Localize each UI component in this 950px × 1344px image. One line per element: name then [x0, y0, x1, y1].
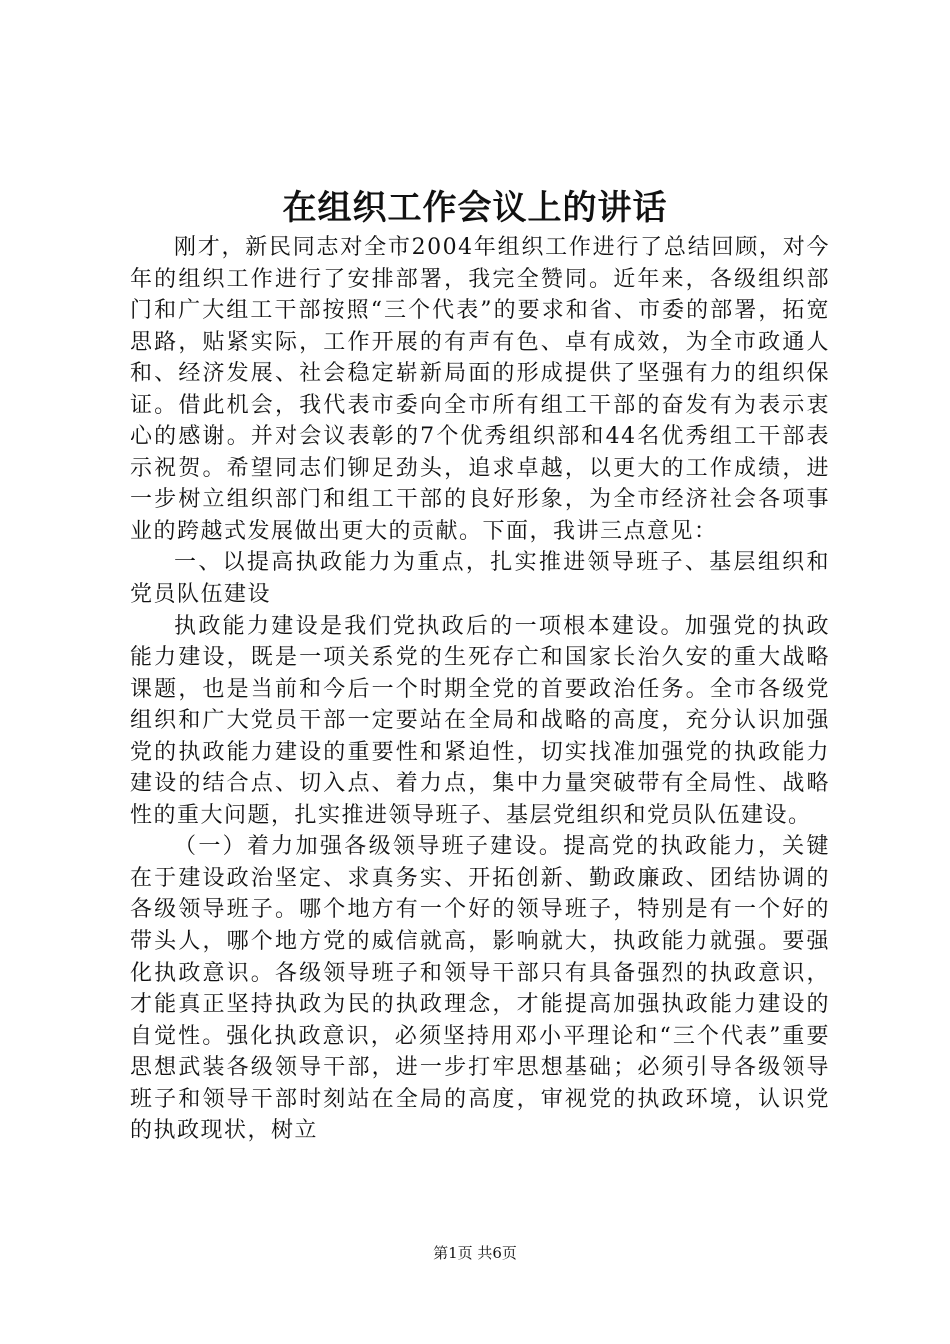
document-title: 在组织工作会议上的讲话 [282, 188, 668, 228]
section-heading-one: 一、以提高执政能力为重点，扎实推进领导班子、基层组织和党员队伍建设 [130, 550, 830, 608]
paragraph-leadership-teams: （一）着力加强各级领导班子建设。提高党的执政能力，关键在于建设政治坚定、求真务实、开拓创新、勤政廉政、团结协调的各级领导班子。哪个地方有一个好的领导班子，特别是有一个好的带头人，哪个地方党的威信就高，影响就大，执政能力就强。要强化执政意识。各级领导班子和领导干部只有具备强烈的执政意识，才能真正坚持执政为民的执政理念，才能提高加强执政能力建设的自觉性。强化执政意识，必须坚持用邓小平理论和“三个代表”重要思想武装各级领导干部，进一步打牢思想基础；必须引导各级领导班子和领导干部时刻站在全局的高度，审视党的执政环境，认识党的执政现状，树立 [130, 834, 830, 1144]
page-footer: 第1页 共6页 [433, 1244, 517, 1262]
paragraph-opening: 刚才，新民同志对全市2004年组织工作进行了总结回顾，对今年的组织工作进行了安排部署，我完全赞同。近年来，各级组织部门和广大组工干部按照“三个代表”的要求和省、市委的部署，拓宽思路，贴紧实际，工作开展的有声有色、卓有成效，为全市政通人和、经济发展、社会稳定崭新局面的形成提供了坚强有力的组织保证。借此机会，我代表市委向全市所有组工干部的奋发有为表示衷心的感谢。并对会议表彰的7个优秀组织部和44名优秀组工干部表示祝贺。希望同志们铆足劲头，追求卓越，以更大的工作成绩，进一步树立组织部门和组工干部的良好形象，为全市经济社会各项事业的跨越式发展做出更大的贡献。下面，我讲三点意见： [130, 235, 830, 544]
document-body [130, 232, 830, 1147]
paragraph-capacity-building: 执政能力建设是我们党执政后的一项根本建设。加强党的执政能力建设，既是一项关系党的生死存亡和国家长治久安的重大战略课题，也是当前和今后一个时期全党的首要政治任务。全市各级党组织和广大党员干部一定要站在全局和战略的高度，充分认识加强党的执政能力建设的重要性和紧迫性，切实找准加强党的执政能力建设的结合点、切入点、着力点，集中力量突破带有全局性、战略性的重大问题，扎实推进领导班子、基层党组织和党员队伍建设。 [130, 613, 830, 828]
